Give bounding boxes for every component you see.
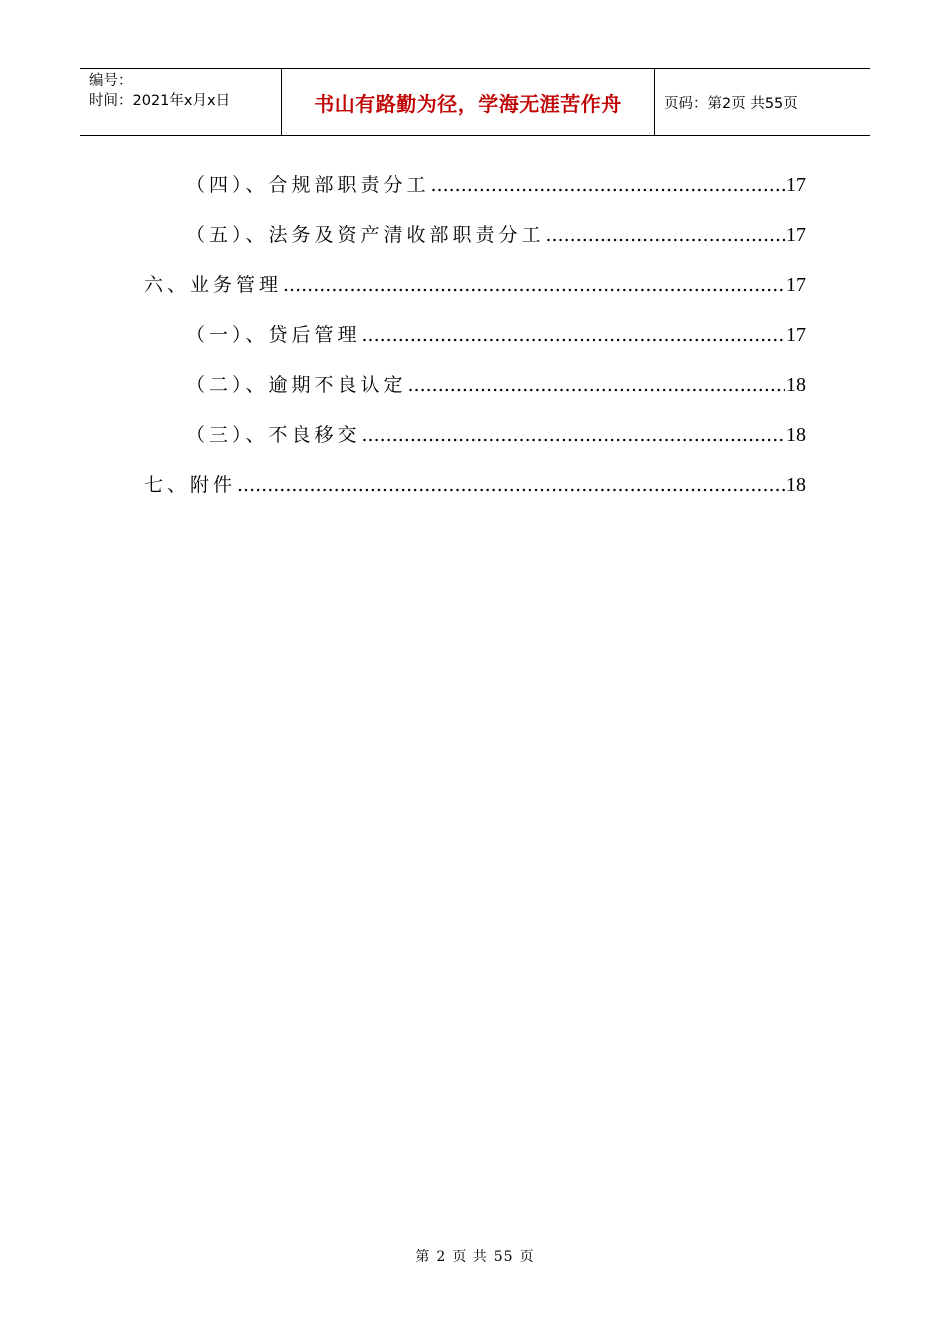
header-page-info: 页码：第2页 共55页 [664, 95, 798, 112]
toc-entry-title: 七、附件 [144, 474, 237, 496]
footer-prefix: 第 [415, 1249, 431, 1265]
toc-entry-page: 18 [786, 474, 806, 496]
toc-entry-title: （三）、不良移交 [186, 424, 361, 446]
toc-entry[interactable] [144, 270, 806, 300]
toc-entry-page: 18 [786, 424, 806, 446]
toc-leader-dots [362, 424, 785, 446]
header-motto-cell [282, 69, 655, 135]
document-number-label: 编号： [89, 73, 133, 89]
toc-entry[interactable] [186, 370, 806, 400]
toc-entry-page: 18 [786, 374, 806, 396]
toc-entry-title: （二）、逾期不良认定 [186, 374, 407, 396]
toc-entry-page: 17 [786, 224, 806, 246]
page-header [80, 68, 870, 136]
footer-current-page: 2 [436, 1249, 447, 1265]
toc-leader-dots [431, 174, 785, 196]
toc-entry-page: 17 [786, 324, 806, 346]
toc-leader-dots [408, 374, 785, 396]
footer-total-pages: 55 [493, 1249, 514, 1265]
toc-entry-page: 17 [786, 174, 806, 196]
toc-entry[interactable] [186, 420, 806, 450]
page-footer [0, 1246, 950, 1266]
toc-entry[interactable] [144, 470, 806, 500]
header-meta [80, 69, 282, 135]
toc-entry-page: 17 [786, 274, 806, 296]
toc-entry[interactable] [186, 220, 806, 250]
toc-entry-title: 六、业务管理 [144, 274, 283, 296]
toc-entry-title: （一）、贷后管理 [186, 324, 361, 346]
header-page-info-cell [655, 69, 870, 135]
toc-leader-dots [546, 224, 785, 246]
toc-entry-title: （四）、合规部职责分工 [186, 174, 430, 196]
header-motto: 书山有路勤为径，学海无涯苦作舟 [314, 91, 622, 116]
toc-leader-dots [283, 274, 785, 296]
toc-leader-dots [362, 324, 785, 346]
toc-entry[interactable] [186, 320, 806, 350]
document-time-label: 时间：2021年x月x日 [89, 93, 231, 109]
toc-leader-dots [237, 474, 785, 496]
toc-entry-title: （五）、法务及资产清收部职责分工 [186, 224, 545, 246]
toc-entry[interactable] [186, 170, 806, 200]
footer-suffix: 页 [519, 1249, 535, 1265]
footer-mid: 页 共 [452, 1249, 488, 1265]
